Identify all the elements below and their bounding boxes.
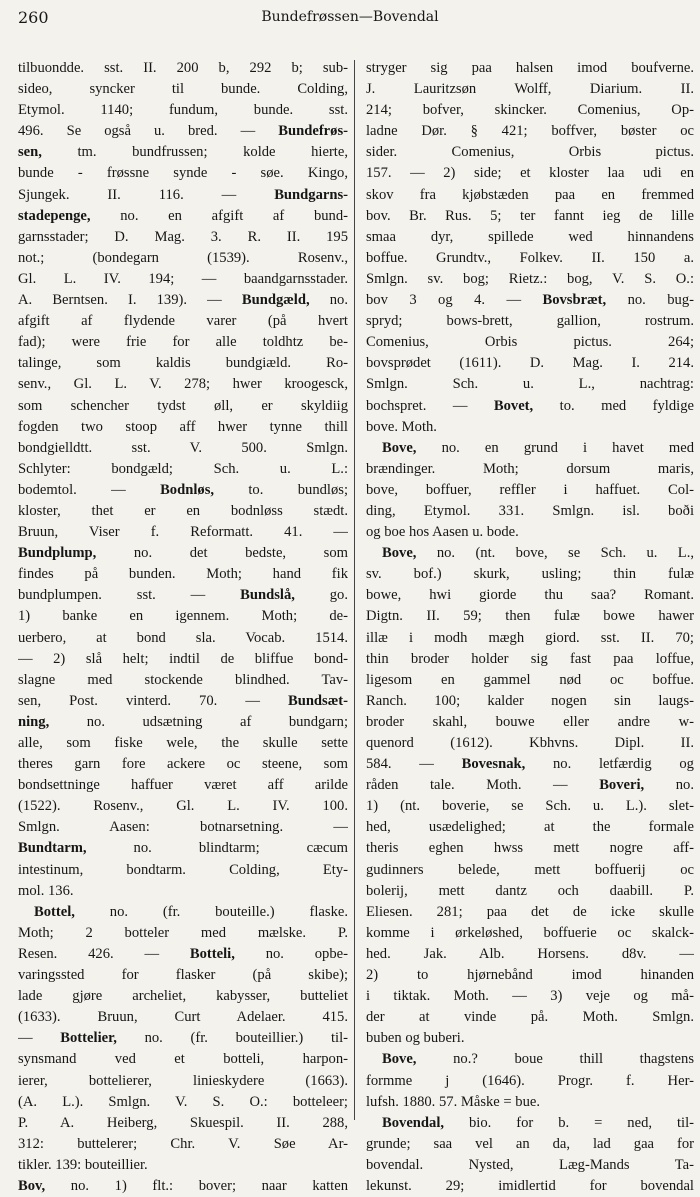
entry-text: (1522). Rosenv., Gl. L. IV. 100. <box>18 798 348 815</box>
entry-text: afgift af flydende varer (på hvert <box>18 313 348 330</box>
text-line <box>18 649 348 670</box>
entry-text: Sjungek. II. 116. — <box>18 186 275 203</box>
text-line <box>366 796 694 817</box>
text-line <box>18 206 348 227</box>
entry-text: no. letfærdig og <box>525 756 694 773</box>
text-line <box>18 670 348 691</box>
text-line <box>366 1007 694 1028</box>
text-line <box>366 480 694 501</box>
text-line <box>18 438 348 459</box>
entry-text: sider. Comenius, Orbis pictus. <box>366 144 694 161</box>
text-line <box>18 860 348 881</box>
entry-text: boffue. Grundtv., Folkev. II. 150 a. <box>366 249 694 266</box>
text-line <box>18 79 348 100</box>
entry-text: — 2) slå helt; indtil de bliffue bond- <box>18 650 348 667</box>
text-line <box>366 79 694 100</box>
entry-headword: Bundsæt- <box>287 692 348 709</box>
text-line <box>366 628 694 649</box>
entry-text: spryd; bows-brett, gallion, rostrum. <box>366 313 694 330</box>
entry-text: grunde; saa vel an da, lad gaa for <box>366 1135 694 1152</box>
entry-text: gudinners belede, mett boffuerij oc <box>366 861 694 878</box>
text-line <box>366 332 694 353</box>
text-line <box>18 986 348 1007</box>
running-head: Bundefrøssen—Bovendal <box>261 9 439 25</box>
entry-text: Gl. L. IV. 194; — baandgarnsstader. <box>18 270 348 287</box>
entry-text: slagne med stockende blindhed. Tav- <box>18 671 348 688</box>
text-line <box>18 248 348 269</box>
entry-text: der at vinde på. Moth. Smlgn. <box>366 1009 694 1026</box>
text-line <box>18 100 348 121</box>
text-line <box>18 185 348 206</box>
text-line <box>18 543 348 564</box>
entry-headword: Bovendal, <box>382 1114 445 1131</box>
text-line <box>366 163 694 184</box>
text-line <box>18 374 348 395</box>
entry-headword: Bundslå, <box>240 587 295 604</box>
entry-text: senv., Gl. L. V. 278; hwer kroogesck, <box>18 376 348 393</box>
entry-text: 584. — <box>366 756 462 773</box>
entry-headword: Botteli, <box>189 945 235 962</box>
text-line <box>18 817 348 838</box>
entry-text: tm. bundfrussen; kolde hierte, <box>41 144 348 161</box>
entry-text: 496. Se også u. bred. — <box>18 123 279 140</box>
text-line <box>366 944 694 965</box>
text-line <box>18 564 348 585</box>
text-line <box>366 501 694 522</box>
text-line <box>18 965 348 986</box>
entry-text: ligesom en gammel nød oc boffue. <box>366 671 694 688</box>
text-line <box>18 417 348 438</box>
entry-text: garnsstader; D. Mag. 3. R. II. 195 <box>18 228 348 245</box>
entry-text: bov 3 og 4. — <box>366 292 543 309</box>
entry-text: råden tale. Moth. — <box>366 777 600 794</box>
entry-text: Etymol. 1140; fundum, bunde. sst. <box>18 102 348 119</box>
entry-text: tilbuondde. sst. II. 200 b, 292 b; sub- <box>18 60 348 76</box>
text-line <box>18 796 348 817</box>
entry-text: illæ i modh mægh giord. sst. II. 70; <box>366 629 694 646</box>
entry-text: no. det bedste, som <box>96 545 348 562</box>
entry-text: Resen. 426. — <box>18 945 190 962</box>
text-line <box>18 396 348 417</box>
text-line <box>366 712 694 733</box>
entry-text: sideo, syncker til bunde. Colding, <box>18 81 348 98</box>
entry-text: komme i ørkeløshed, boffuerie oc skalck- <box>366 924 694 941</box>
text-line <box>18 121 348 142</box>
text-line <box>366 564 694 585</box>
text-line <box>18 459 348 480</box>
entry-text: intestinum, bondtarm. Colding, Ety- <box>18 861 348 878</box>
text-line <box>366 58 694 79</box>
text-line <box>18 1113 348 1134</box>
entry-headword: Bove, <box>382 439 417 456</box>
entry-text: tikler. 139: bouteillier. <box>18 1156 148 1173</box>
entry-headword: Bovet, <box>493 397 534 414</box>
entry-text: bovendal. Nysted, Læg-Mands Ta- <box>366 1156 694 1173</box>
entry-text: A. Berntsen. I. 139). — <box>18 292 242 309</box>
entry-text: sv. bof.) skurk, usling; thin fulæ <box>366 566 694 583</box>
entry-text: bondgielldtt. sst. V. 500. Smlgn. <box>18 439 348 456</box>
text-line <box>18 522 348 543</box>
entry-text: Digtn. II. 59; then fulæ bowe hawer <box>366 608 694 625</box>
text-line <box>18 1092 348 1113</box>
entry-text: smaa dyr, spillede wed hinnandens <box>366 228 694 245</box>
entry-text: lufsh. 1880. 57. Måske = bue. <box>366 1093 541 1110</box>
entry-text: i tiktak. Moth. — 3) veje og må- <box>366 988 694 1005</box>
entry-text: kloster, thet er en bodnløss stædt. <box>18 502 348 519</box>
text-line <box>18 902 348 923</box>
text-line <box>366 290 694 311</box>
entry-text: no. <box>309 292 348 309</box>
entry-text: uerbero, at bond sla. Vocab. 1514. <box>18 629 348 646</box>
entry-headword: ning, <box>18 713 50 730</box>
text-line <box>18 1176 348 1197</box>
entry-headword: Bundgæld, <box>241 292 310 309</box>
text-line <box>366 965 694 986</box>
entry-text: no.? boue thill thagstens <box>416 1051 694 1068</box>
entry-text: bolerij, mett dantz och daabill. P. <box>366 882 694 899</box>
text-line <box>366 881 694 902</box>
entry-text: mol. 136. <box>18 882 74 899</box>
entry-text: quenord (1612). Kbhvns. Dipl. II. <box>366 735 694 751</box>
text-line <box>366 522 694 543</box>
entry-text: no. en afgift af bund- <box>90 207 348 224</box>
text-line <box>366 860 694 881</box>
entry-text: ding, Etymol. 331. Smlgn. isl. boði <box>366 502 694 519</box>
text-line <box>18 838 348 859</box>
entry-text: no. bug- <box>606 292 694 309</box>
entry-text: bovsprødet (1611). D. Mag. I. 214. <box>366 355 694 372</box>
entry-text: bio. for b. = ned, til- <box>444 1114 694 1131</box>
entry-text: bunde - frøssne synde - søe. Kingo, <box>18 165 348 182</box>
entry-text: sen, Post. vinterd. 70. — <box>18 692 288 709</box>
entry-headword: sen, <box>18 144 42 161</box>
text-line <box>18 311 348 332</box>
text-line <box>366 248 694 269</box>
entry-text: hed. Jak. Alb. Horsens. d8v. — <box>366 945 694 962</box>
entry-text: to. bundløs; <box>214 481 348 498</box>
entry-text: no. udsætning af bundgarn; <box>49 713 348 730</box>
entry-text: Schlyter: bondgæld; Sch. u. L.: <box>18 460 348 477</box>
text-line <box>366 185 694 206</box>
entry-text: theres garn fore ackere oc steene, som <box>18 756 348 773</box>
entry-text: Smlgn. Sch. u. L., nachtrag: <box>366 376 694 393</box>
text-line <box>366 986 694 1007</box>
entry-text: 157. — 2) side; et kloster laa udi en <box>366 165 694 182</box>
entry-text: ladne Dør. § 421; boffver, bøster oc <box>366 123 694 140</box>
text-line <box>18 754 348 775</box>
entry-text: theris eghen hwss mett nogre aff- <box>366 840 694 857</box>
entry-text: findes på bunden. Moth; hand fik <box>18 566 348 583</box>
text-line <box>18 501 348 522</box>
right-column <box>366 58 694 1197</box>
entry-text: stryger sig paa halsen imod boufverne. <box>366 60 694 76</box>
entry-text: to. med fyldige <box>533 397 694 414</box>
entry-text: no. <box>644 777 694 794</box>
entry-text: lekunst. 29; imidlertid for bovendal <box>366 1177 694 1194</box>
entry-text: no. (fr. bouteille.) flaske. <box>74 903 348 920</box>
text-line <box>18 163 348 184</box>
entry-text: bodemtol. — <box>18 481 161 498</box>
text-line <box>366 459 694 480</box>
text-line <box>366 543 694 564</box>
text-line <box>18 1071 348 1092</box>
text-line <box>366 606 694 627</box>
entry-text: no. opbe- <box>234 945 348 962</box>
text-line <box>366 121 694 142</box>
text-line <box>366 585 694 606</box>
text-line <box>366 817 694 838</box>
entry-headword: Bundtarm, <box>18 840 87 857</box>
text-line <box>18 480 348 501</box>
text-line <box>18 691 348 712</box>
entry-text: Eliesen. 281; paa det de icke skulle <box>366 903 694 920</box>
text-line <box>366 1049 694 1070</box>
text-line <box>18 1134 348 1155</box>
text-line <box>366 754 694 775</box>
entry-headword: Bove, <box>382 545 417 562</box>
entry-headword: Bundgarns- <box>274 186 348 203</box>
text-line <box>366 227 694 248</box>
entry-text: go. <box>294 587 348 604</box>
entry-headword: Bundplump, <box>18 545 97 562</box>
left-column <box>18 58 348 1197</box>
text-line <box>18 585 348 606</box>
text-line <box>366 923 694 944</box>
entry-text: broder skahl, bouwe eller andre w- <box>366 713 694 730</box>
entry-text: 214; bofver, skincker. Comenius, Op- <box>366 102 694 119</box>
column-divider <box>354 60 355 1120</box>
text-line <box>18 142 348 163</box>
entry-text: Bruun, Viser f. Reformatt. 41. — <box>18 524 348 541</box>
entry-headword: Bovsbræt, <box>542 292 607 309</box>
entry-text: not.; (bondegarn (1539). Rosenv., <box>18 249 348 266</box>
entry-text: no. (fr. bouteillier.) til- <box>116 1030 348 1047</box>
entry-headword: Bundefrøs- <box>278 123 348 140</box>
entry-headword: Bottel, <box>34 903 75 920</box>
text-line <box>366 649 694 670</box>
entry-headword: Boveri, <box>599 777 645 794</box>
text-line <box>18 1155 348 1176</box>
entry-text: bundplumpen. sst. — <box>18 587 241 604</box>
text-line <box>18 775 348 796</box>
entry-headword: Bov, <box>18 1177 46 1194</box>
entry-headword: stadepenge, <box>18 207 91 224</box>
text-line <box>366 396 694 417</box>
text-line <box>18 227 348 248</box>
text-line <box>366 1113 694 1134</box>
entry-text: fogden two stoop aff hwer tynne thill <box>18 418 348 435</box>
entry-text: J. Lauritzsøn Wolff, Diarium. II. <box>366 81 694 98</box>
text-line <box>18 923 348 944</box>
text-line <box>18 332 348 353</box>
entry-text: ierer, bottelierer, linieskydere (1663). <box>18 1072 348 1089</box>
entry-text: 312: buttelerer; Chr. V. Søe Ar- <box>18 1135 348 1152</box>
entry-text: P. A. Heiberg, Skuespil. II. 288, <box>18 1114 348 1131</box>
text-line <box>366 733 694 754</box>
entry-text: talinge, som kaldis bundgiæld. Ro- <box>18 355 348 372</box>
entry-text: brændinger. Moth; dorsum maris, <box>366 460 694 477</box>
entry-text: Comenius, Orbis pictus. 264; <box>366 334 694 351</box>
entry-text: Moth; 2 botteler med mælske. P. <box>18 924 348 941</box>
entry-text: 2) to hjørnebånd imod hinanden <box>366 967 694 984</box>
entry-text: no. (nt. bove, se Sch. u. L., <box>416 545 694 562</box>
page-number: 260 <box>18 8 49 27</box>
page-header <box>0 8 700 32</box>
entry-text: no. 1) flt.: bover; naar katten <box>45 1177 348 1194</box>
text-line <box>366 1071 694 1092</box>
entry-text: bowe, hwi giorde thu saa? Romant. <box>366 587 694 604</box>
entry-text: Smlgn. Aasen: botnarsetning. — <box>18 819 348 836</box>
entry-headword: Bove, <box>382 1051 417 1068</box>
entry-text: Ranch. 100; kalder nogen sin laugs- <box>366 692 694 709</box>
text-line <box>366 670 694 691</box>
text-line <box>18 353 348 374</box>
entry-text: bochspret. — <box>366 397 494 414</box>
text-line <box>18 944 348 965</box>
text-line <box>366 374 694 395</box>
text-line <box>18 606 348 627</box>
text-line <box>366 417 694 438</box>
text-line <box>366 1134 694 1155</box>
text-line <box>18 1028 348 1049</box>
text-line <box>18 58 348 79</box>
text-line <box>18 290 348 311</box>
text-line <box>366 311 694 332</box>
text-line <box>366 691 694 712</box>
text-line <box>366 353 694 374</box>
entry-text: (A. L.). Smlgn. V. S. O.: botteleer; <box>18 1093 348 1110</box>
entry-text: formme j (1646). Progr. f. Her- <box>366 1072 694 1089</box>
text-line <box>366 838 694 859</box>
entry-text: og boe hos Aasen u. bode. <box>366 524 519 541</box>
text-line <box>366 269 694 290</box>
entry-text: varingssted for flasker (på skibe); <box>18 967 348 984</box>
text-line <box>366 1028 694 1049</box>
entry-text: 1) banke en igennem. Moth; de- <box>18 608 348 625</box>
text-line <box>18 881 348 902</box>
text-line <box>18 712 348 733</box>
entry-text: fad); were frie for alle toldhtz be- <box>18 334 348 351</box>
entry-text: bove, boffuer, reffler i haffuet. Col- <box>366 481 694 498</box>
entry-text: thin broder holder sig fast paa loffue, <box>366 650 694 667</box>
entry-text: buben og buberi. <box>366 1030 465 1047</box>
text-line <box>18 733 348 754</box>
entry-text: bondsettninge haffuer været aff arilde <box>18 777 348 794</box>
text-line <box>366 100 694 121</box>
entry-text: Smlgn. sv. bog; Rietz.: bog, V. S. O.: <box>366 270 694 287</box>
entry-headword: Bodnløs, <box>160 481 215 498</box>
text-line <box>366 206 694 227</box>
text-line <box>366 1155 694 1176</box>
entry-headword: Bovesnak, <box>461 756 526 773</box>
entry-text: (1633). Bruun, Curt Adelaer. 415. <box>18 1009 348 1026</box>
text-line <box>366 775 694 796</box>
entry-text: bov. Br. Rus. 5; ter fannt ieg de lille <box>366 207 694 224</box>
entry-text: skov fra kjøbstæden paa en fremmed <box>366 186 694 203</box>
entry-text: — <box>18 1030 61 1047</box>
entry-text: no. en grund i havet med <box>416 439 694 456</box>
text-line <box>18 1049 348 1070</box>
entry-headword: Bottelier, <box>60 1030 117 1047</box>
entry-text: synsmand ved et botteli, harpon- <box>18 1051 348 1068</box>
entry-text: no. blindtarm; cæcum <box>86 840 348 857</box>
entry-text: bove. Moth. <box>366 418 437 435</box>
entry-text: 1) (nt. boverie, se Sch. u. L.). slet- <box>366 798 694 815</box>
text-line <box>366 438 694 459</box>
entry-text: lade gjøre archeliet, kabysser, butteliet <box>18 988 348 1005</box>
entry-text: hed, usædelighed; at the formale <box>366 819 694 836</box>
text-line <box>366 1176 694 1197</box>
entry-text: som schencher tydst øll, er skyldiig <box>18 397 348 414</box>
text-line <box>366 142 694 163</box>
text-line <box>18 1007 348 1028</box>
text-line <box>18 628 348 649</box>
text-line <box>366 902 694 923</box>
entry-text: alle, som fiske wele, the skulle sette <box>18 735 348 751</box>
text-line <box>18 269 348 290</box>
text-line <box>366 1092 694 1113</box>
